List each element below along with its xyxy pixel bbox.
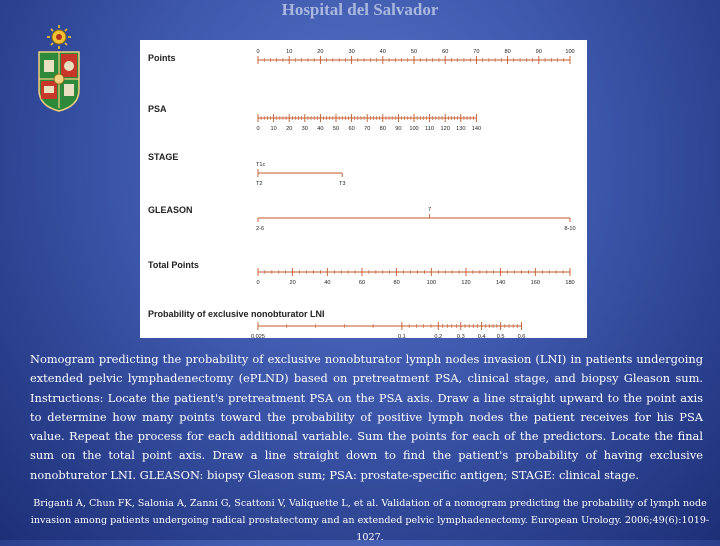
reference-citation: Briganti A, Chun FK, Salonia A, Zanni G, Scattoni V, Valiquette L, et al. Validation of a nomogram predicting the probability of lymph node invasion among patients undergoing radical prostatectomy and an extended pelvic lymphadenectomy. European Urology. 2006;49(6):1019-1027.: [30, 498, 710, 543]
tick-label: 10: [270, 126, 277, 132]
row-label: STAGE: [148, 152, 179, 162]
row-label: Probability of exclusive nonobturator LNI: [148, 309, 325, 319]
tick-label: 0: [256, 280, 260, 286]
tick-label: 140: [495, 280, 506, 286]
row-label: Total Points: [148, 260, 199, 270]
tick-label: 100: [426, 280, 437, 286]
tick-label: 0.4: [477, 334, 486, 338]
category-label: T3: [338, 181, 346, 187]
tick-label: 130: [456, 126, 466, 132]
tick-label: 0: [256, 49, 260, 55]
tick-label: 60: [358, 280, 366, 286]
tick-label: 10: [286, 49, 293, 55]
tick-label: 180: [565, 280, 575, 286]
category-label: T2: [256, 181, 263, 187]
tick-label: 30: [301, 126, 308, 132]
tick-label: 140: [471, 126, 482, 132]
category-label: 7: [428, 207, 432, 213]
tick-label: 80: [379, 126, 386, 132]
figure-caption: Nomogram predicting the probability of exclusive nonobturator lymph nodes invasion (LNI) in patients undergoing extended pelvic lymphadenectomy (ePLND) based on pretreatment PSA, clinical stage, and biopsy Gleason sum. Instructions: Locate the patient's pretreatment PSA on the PSA axis. Draw a line straight upward to the point axis to determine how many points toward the probability of positive lymph nodes the patient receives for his PSA value. Repeat the process for each additional variable. Sum the points for each of the predictors. Locate the final sum on the total point axis. Draw a line straight down to find the patient's probability of having exclusive nonobturator LNI. GLEASON: biopsy Gleason sum; PSA: prostate-specific antigen; STAGE: clinical stage.: [30, 352, 703, 482]
tick-label: 90: [535, 49, 542, 55]
tick-label: 40: [379, 49, 386, 55]
tick-label: 120: [440, 126, 450, 132]
tick-label: 40: [324, 280, 331, 286]
row-label: Points: [148, 53, 176, 63]
category-label: 2-6: [256, 226, 265, 232]
tick-label: 20: [317, 49, 324, 55]
category-label: T1c: [256, 162, 266, 168]
tick-label: 0: [256, 126, 260, 132]
category-label: 8-10: [564, 226, 576, 232]
institution-title: Hospital del Salvador: [281, 0, 439, 19]
tick-label: 100: [565, 49, 575, 55]
university-crest-logo: [36, 24, 82, 112]
tick-label: 70: [473, 49, 480, 55]
tick-label: 0.2: [434, 334, 443, 338]
tick-label: 110: [425, 126, 435, 132]
tick-label: 0.5: [496, 334, 505, 338]
nomogram-chart: [140, 40, 587, 338]
tick-label: 90: [395, 126, 402, 132]
row-label: PSA: [148, 104, 167, 114]
nomogram-svg: [140, 40, 587, 338]
tick-label: 0.1: [397, 334, 406, 338]
tick-label: 50: [332, 126, 340, 132]
tick-label: 20: [286, 126, 293, 132]
tick-label: 60: [442, 49, 449, 55]
tick-label: 20: [289, 280, 296, 286]
tick-label: 80: [504, 49, 511, 55]
tick-label: 0.3: [456, 334, 465, 338]
row-label: GLEASON: [148, 205, 193, 215]
tick-label: 60: [348, 126, 355, 132]
tick-label: 80: [393, 280, 400, 286]
tick-label: 40: [317, 126, 324, 132]
tick-label: 70: [364, 126, 371, 132]
tick-label: 0.6: [517, 334, 526, 338]
tick-label: 50: [410, 49, 418, 55]
tick-label: 0.025: [251, 334, 265, 338]
tick-label: 160: [530, 280, 541, 286]
tick-label: 100: [409, 126, 419, 132]
tick-label: 30: [348, 49, 355, 55]
tick-label: 120: [461, 280, 471, 286]
sun-icon: [47, 25, 71, 49]
